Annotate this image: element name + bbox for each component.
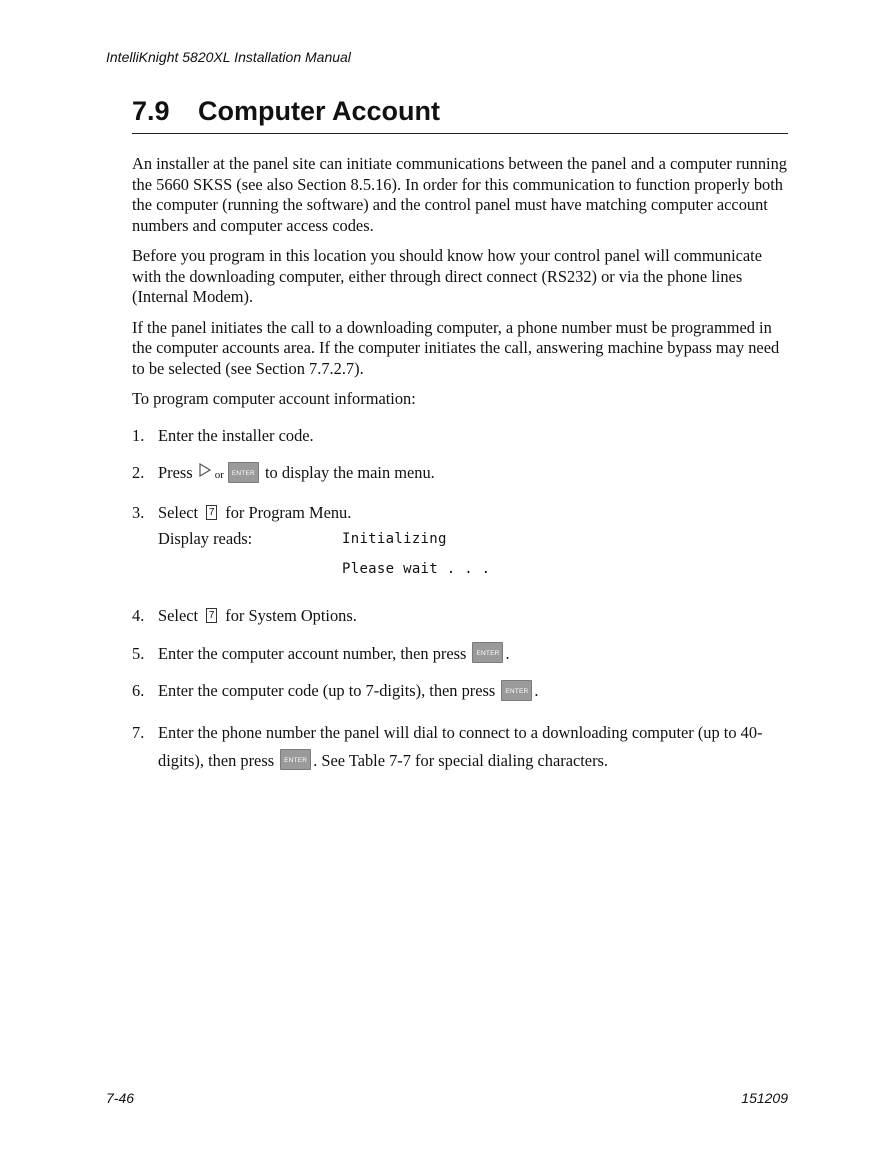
- enter-key-icon: ENTER: [472, 642, 503, 663]
- display-line-1: Initializing: [342, 531, 447, 547]
- step-text-post: .: [534, 681, 539, 700]
- enter-key-icon: ENTER: [280, 749, 311, 770]
- procedure-steps: [132, 426, 792, 775]
- display-line-2: Please wait . . .: [342, 561, 491, 577]
- step-4: [132, 606, 792, 627]
- key-7-icon: 7: [206, 505, 217, 520]
- section-heading: [132, 96, 788, 134]
- enter-key-icon: ENTER: [228, 462, 259, 483]
- step-1: [132, 426, 792, 447]
- step-2: [132, 463, 792, 486]
- step-text-pre: Press: [158, 463, 197, 482]
- step-6: [132, 681, 792, 702]
- step-text-post: for System Options.: [221, 606, 357, 625]
- display-lines: [342, 529, 490, 589]
- step-text-post: .: [505, 643, 510, 663]
- step-text-pre: Enter the computer code (up to 7-digits), then press: [158, 681, 500, 700]
- step-text: Enter the installer code.: [158, 425, 314, 445]
- step-number: 1.: [132, 425, 145, 445]
- step-text-pre: Enter the phone number the panel will dial to connect to a downloading computer (up to 40-digits), then press: [158, 722, 763, 770]
- right-arrow-key-icon: [199, 462, 211, 483]
- document-number: 151209: [741, 1090, 788, 1106]
- step-number: 6.: [132, 681, 145, 700]
- step-number: 4.: [132, 606, 145, 625]
- section-number: 7.9: [132, 96, 170, 126]
- display-readout: [158, 529, 792, 589]
- enter-key-icon: ENTER: [501, 680, 532, 701]
- paragraph-lead-in: To program computer account information:: [132, 389, 416, 408]
- step-number: 2.: [132, 463, 145, 482]
- step-5: [132, 644, 792, 665]
- step-text-post: to display the main menu.: [260, 463, 435, 482]
- section-title: Computer Account: [198, 96, 440, 126]
- step-3: [132, 503, 792, 590]
- step-text-pre: Enter the computer account number, then press: [158, 643, 471, 663]
- step-text-pre: Select: [158, 502, 203, 522]
- step-text-post: for Program Menu.: [221, 502, 352, 522]
- step-number: 5.: [132, 643, 145, 663]
- body-text: [132, 154, 792, 792]
- step-number: 3.: [132, 502, 145, 522]
- running-header: IntelliKnight 5820XL Installation Manual: [106, 49, 351, 65]
- or-text: or: [214, 469, 224, 481]
- paragraph-initiation: If the panel initiates the call to a downloading computer, a phone number must be programmed in the computer accounts area. If the computer initiates the call, answering machine bypass may need to be selected (see Section 7.7.2.7).: [132, 317, 780, 378]
- display-label: Display reads:: [158, 529, 253, 548]
- step-text-pre: Select: [158, 606, 203, 625]
- paragraph-intro: An installer at the panel site can initiate communications between the panel and a computer running the 5660 SKSS (see also Section 8.5.16). In order for this communication to function properly both the computer (running the software) and the control panel must have matching computer account numbers and computer access codes.: [132, 154, 787, 235]
- step-7: [132, 719, 792, 775]
- step-text-post: . See Table 7-7 for special dialing characters.: [313, 750, 609, 770]
- step-number: 7.: [132, 722, 145, 742]
- key-7-icon: 7: [206, 608, 217, 623]
- paragraph-connection: Before you program in this location you should know how your control panel will communicate with the downloading computer, either through direct connect (RS232) or via the phone lines (Internal Modem).: [132, 246, 763, 306]
- page-number: 7-46: [106, 1090, 135, 1106]
